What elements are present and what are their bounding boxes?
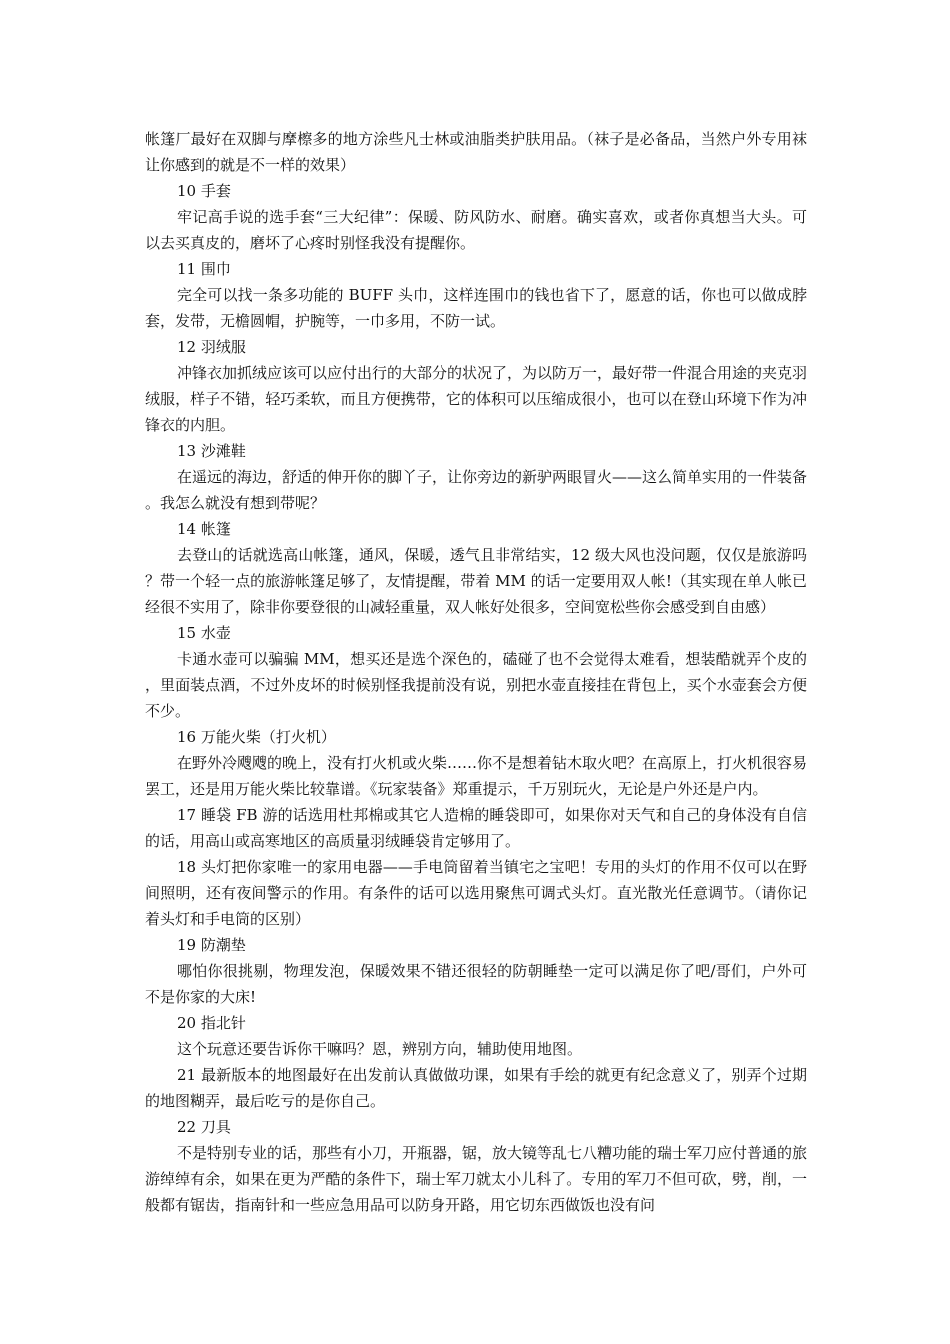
- body-paragraph: 牢记高手说的选手套“三大纪律”：保暖、防风防水、耐磨。确实喜欢，或者你真想当大头。可以去买真皮的，磨坏了心疼时别怪我没有提醒你。: [145, 208, 807, 252]
- body-paragraph: 完全可以找一条多功能的 BUFF 头巾，这样连围巾的钱也省下了，愿意的话，你也可以做成脖套，发带，无檐圆帽，护腕等，一巾多用，不防一试。: [145, 286, 807, 330]
- section-heading: 12 羽绒服: [177, 338, 246, 356]
- section-heading: 14 帐篷: [177, 520, 231, 538]
- section-heading: 22 刀具: [177, 1118, 231, 1136]
- section-heading: 11 围巾: [177, 260, 231, 278]
- body-paragraph: 去登山的话就选高山帐篷，通风，保暖，透气且非常结实，12 级大风也没问题，仅仅是旅游吗？带一个轻一点的旅游帐篷足够了，友情提醒，带着 MM 的话一定要用双人帐!（其实现在单人帐已经很不实用了，除非你要登很的山减轻重量，双人帐好处很多，空间宽松些你会感受到自由感）: [145, 546, 807, 616]
- body-paragraph: 在遥远的海边，舒适的伸开你的脚丫子，让你旁边的新驴两眼冒火——这么简单实用的一件装备。我怎么就没有想到带呢？: [145, 468, 808, 512]
- body-paragraph: 卡通水壶可以骗骗 MM，想买还是选个深色的，磕碰了也不会觉得太难看，想装酷就弄个皮的，里面装点酒，不过外皮坏的时候别怪我提前没有说，别把水壶直接挂在背包上，买个水壶套会方便不少。: [145, 650, 807, 720]
- section-heading: 10 手套: [177, 182, 231, 200]
- section-heading: 20 指北针: [177, 1014, 246, 1032]
- body-paragraph: 冲锋衣加抓绒应该可以应付出行的大部分的状况了，为以防万一，最好带一件混合用途的夹克羽绒服，样子不错，轻巧柔软，而且方便携带，它的体积可以压缩成很小，也可以在登山环境下作为冲锋衣的内胆。: [145, 364, 808, 434]
- section-heading: 16 万能火柴（打火机）: [177, 728, 336, 746]
- body-paragraph: 21 最新版本的地图最好在出发前认真做做功课，如果有手绘的就更有纪念意义了，别弄个过期的地图糊弄，最后吃亏的是你自己。: [145, 1066, 807, 1110]
- body-paragraph: 这个玩意还要告诉你干嘛吗？恩，辨别方向，辅助使用地图。: [177, 1040, 583, 1058]
- body-paragraph: 哪怕你很挑剔，物理发泡，保暖效果不错还很轻的防朝睡垫一定可以满足你了吧/哥们，户外可不是你家的大床!: [145, 962, 807, 1006]
- body-paragraph: 17 睡袋 FB 游的话选用杜邦棉或其它人造棉的睡袋即可，如果你对天气和自己的身体没有自信的话，用高山或高寒地区的高质量羽绒睡袋肯定够用了。: [145, 806, 807, 850]
- body-paragraph: 帐篷厂最好在双脚与摩檫多的地方涂些凡士林或油脂类护肤用品。（袜子是必备品，当然户外专用袜让你感到的就是不一样的效果）: [145, 130, 807, 174]
- document-page: [145, 126, 807, 1218]
- body-paragraph: 不是特别专业的话，那些有小刀，开瓶器，锯，放大镜等乱七八糟功能的瑞士军刀应付普通的旅游绰绰有余，如果在更为严酷的条件下，瑞士军刀就太小儿科了。专用的军刀不但可砍，劈，削，一般都有锯齿，指南针和一些应急用品可以防身开路，用它切东西做饭也没有问: [145, 1144, 808, 1214]
- section-heading: 15 水壶: [177, 624, 231, 642]
- section-heading: 13 沙滩鞋: [177, 442, 246, 460]
- body-paragraph: 在野外冷飕飕的晚上，没有打火机或火柴……你不是想着钻木取火吧？在高原上，打火机很容易罢工，还是用万能火柴比较靠谱。《玩家装备》郑重提示，千万别玩火，无论是户外还是户内。: [145, 754, 808, 798]
- section-heading: 19 防潮垫: [177, 936, 246, 954]
- body-paragraph: 18 头灯把你家唯一的家用电器——手电筒留着当镇宅之宝吧！专用的头灯的作用不仅可以在野间照明，还有夜间警示的作用。有条件的话可以选用聚焦可调式头灯。直光散光任意调节。（请你记着头灯和手电筒的区别）: [145, 858, 807, 928]
